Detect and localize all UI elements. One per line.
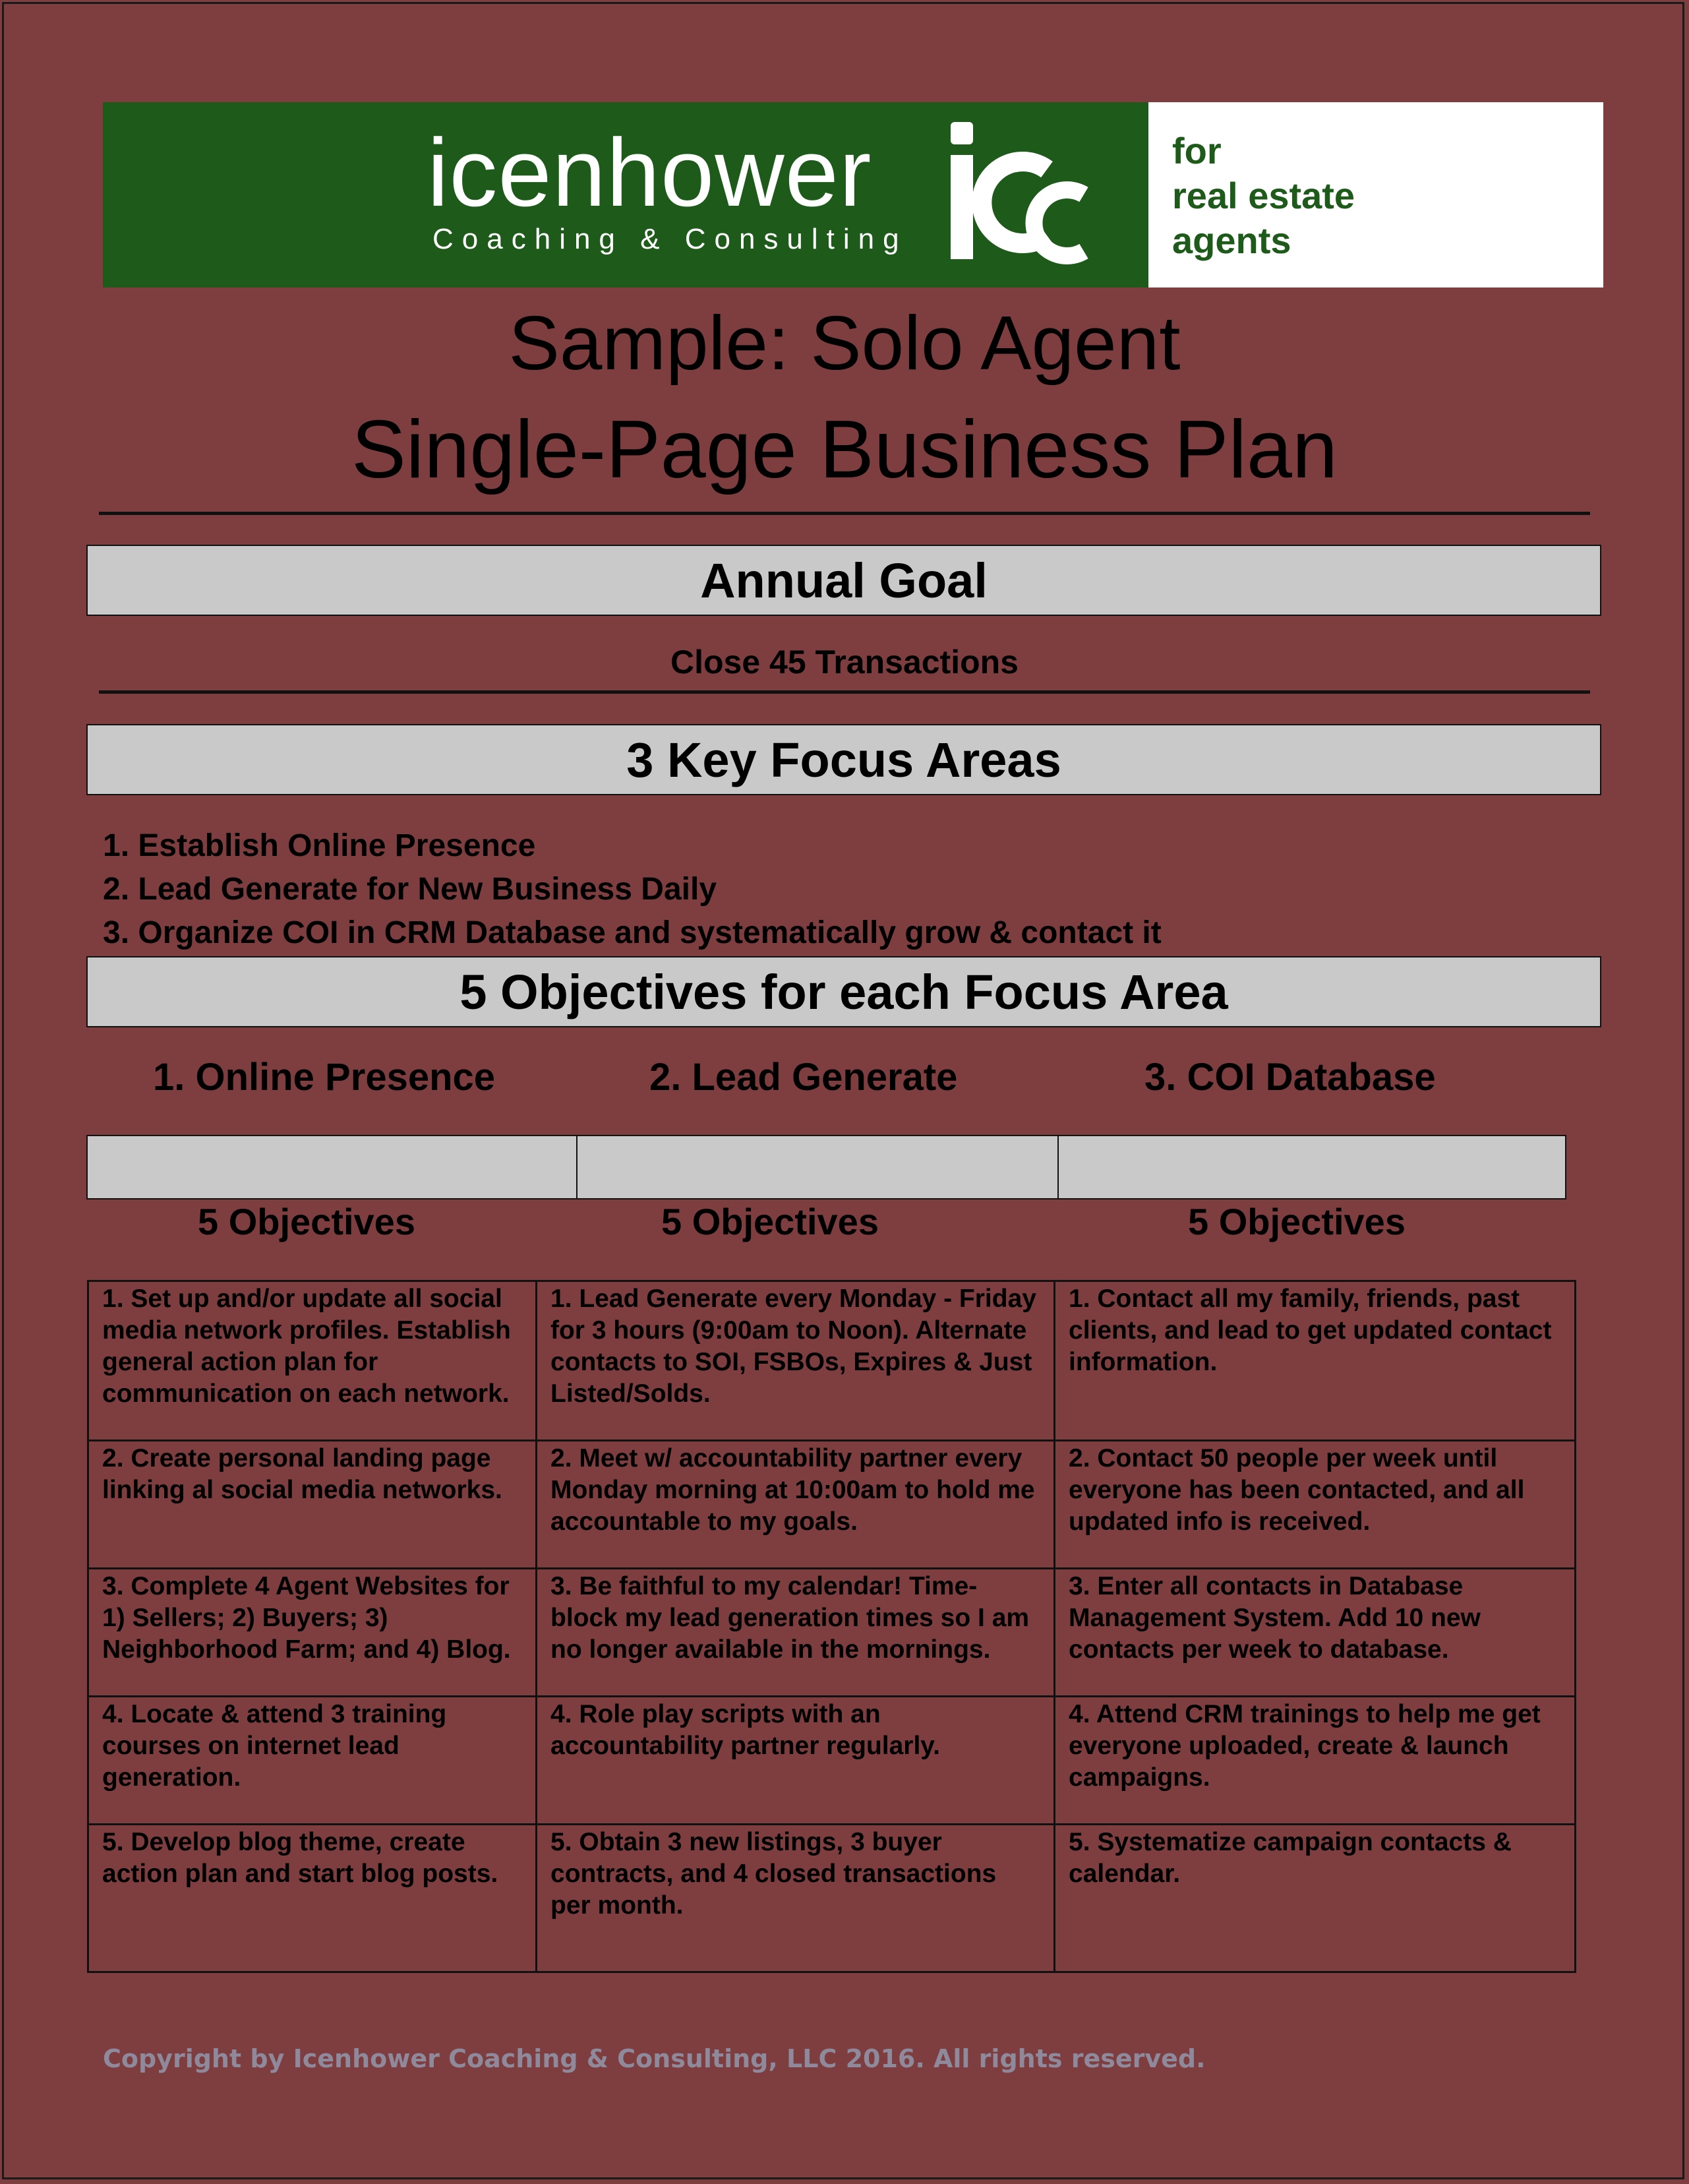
objectives-table [87, 1280, 1576, 1973]
table-cell: 2. Meet w/ accountability partner every Monday morning at 10:00am to hold me accountable to my goals. [537, 1441, 1055, 1569]
table-row [88, 1281, 1576, 1441]
divider-rule [99, 512, 1590, 515]
banner-tagline-area [1148, 102, 1603, 288]
table-cell: 3. Be faithful to my calendar! Time-block my lead generation times so I am no longer available in the mornings. [537, 1569, 1055, 1697]
objectives-heading: 5 Objectives for each Focus Area [86, 956, 1601, 1027]
table-row [88, 1697, 1576, 1825]
column-heading-online-presence: 1. Online Presence [153, 1056, 496, 1099]
table-cell: 3. Complete 4 Agent Websites for 1) Sellers; 2) Buyers; 3) Neighborhood Farm; and 4) Blog. [88, 1569, 537, 1697]
focus-areas-list [103, 824, 1162, 955]
column-heading-lead-generate: 2. Lead Generate [649, 1056, 958, 1099]
annual-goal-text: Close 45 Transactions [670, 644, 1019, 681]
table-row [88, 1441, 1576, 1569]
objectives-sublabel: 5 Objectives [661, 1201, 879, 1242]
document-title-line2: Single-Page Business Plan [351, 404, 1338, 495]
focus-area-item: 2. Lead Generate for New Business Daily [103, 872, 717, 907]
annual-goal-heading: Annual Goal [86, 545, 1601, 616]
table-cell: 4. Role play scripts with an accountability partner regularly. [537, 1697, 1055, 1825]
table-cell: 2. Contact 50 people per week until everyone has been contacted, and all updated info is received. [1055, 1441, 1576, 1569]
table-cell: 1. Contact all my family, friends, past clients, and lead to get updated contact information. [1055, 1281, 1576, 1441]
brand-name: icenhower [427, 119, 872, 226]
table-cell: 5. Develop blog theme, create action plan and start blog posts. [88, 1825, 537, 1972]
table-cell: 5. Obtain 3 new listings, 3 buyer contracts, and 4 closed transactions per month. [537, 1825, 1055, 1972]
table-cell: 1. Set up and/or update all social media network profiles. Establish general action plan for communication on each network. [88, 1281, 537, 1441]
objectives-sublabel: 5 Objectives [198, 1201, 415, 1242]
banner-logo-area [103, 102, 1148, 288]
table-cell: 1. Lead Generate every Monday - Friday for 3 hours (9:00am to Noon). Alternate contacts to SOI, FSBOs, Expires & Just Listed/Solds. [537, 1281, 1055, 1441]
tagline-line: for [1172, 130, 1222, 171]
document-title-line1: Sample: Solo Agent [508, 300, 1181, 386]
tagline [1172, 129, 1355, 263]
focus-area-item: 3. Organize COI in CRM Database and systematically grow & contact it [103, 915, 1162, 950]
focus-areas-heading: 3 Key Focus Areas [86, 724, 1601, 795]
table-row [88, 1569, 1576, 1697]
copyright-notice: Copyright by Icenhower Coaching & Consulting, LLC 2016. All rights reserved. [103, 2044, 1206, 2073]
gray-box [1057, 1135, 1566, 1199]
table-cell: 5. Systematize campaign contacts & calendar. [1055, 1825, 1576, 1972]
tagline-line: real estate [1172, 175, 1355, 216]
gray-box [576, 1135, 1059, 1199]
table-cell: 2. Create personal landing page linking al social media networks. [88, 1441, 537, 1569]
table-cell: 3. Enter all contacts in Database Management System. Add 10 new contacts per week to database. [1055, 1569, 1576, 1697]
table-row [88, 1825, 1576, 1972]
table-cell: 4. Locate & attend 3 training courses on internet lead generation. [88, 1697, 537, 1825]
objectives-sublabel: 5 Objectives [1188, 1201, 1406, 1242]
tagline-line: agents [1172, 220, 1291, 261]
header-banner [103, 102, 1603, 288]
column-gray-boxes [86, 1135, 1566, 1199]
gray-box [86, 1135, 578, 1199]
divider-rule [99, 690, 1590, 694]
icc-logo-icon [948, 122, 1100, 267]
focus-area-item: 1. Establish Online Presence [103, 828, 536, 863]
brand-subtitle: Coaching & Consulting [432, 223, 908, 255]
column-heading-coi-database: 3. COI Database [1144, 1056, 1436, 1099]
table-cell: 4. Attend CRM trainings to help me get everyone uploaded, create & launch campaigns. [1055, 1697, 1576, 1825]
